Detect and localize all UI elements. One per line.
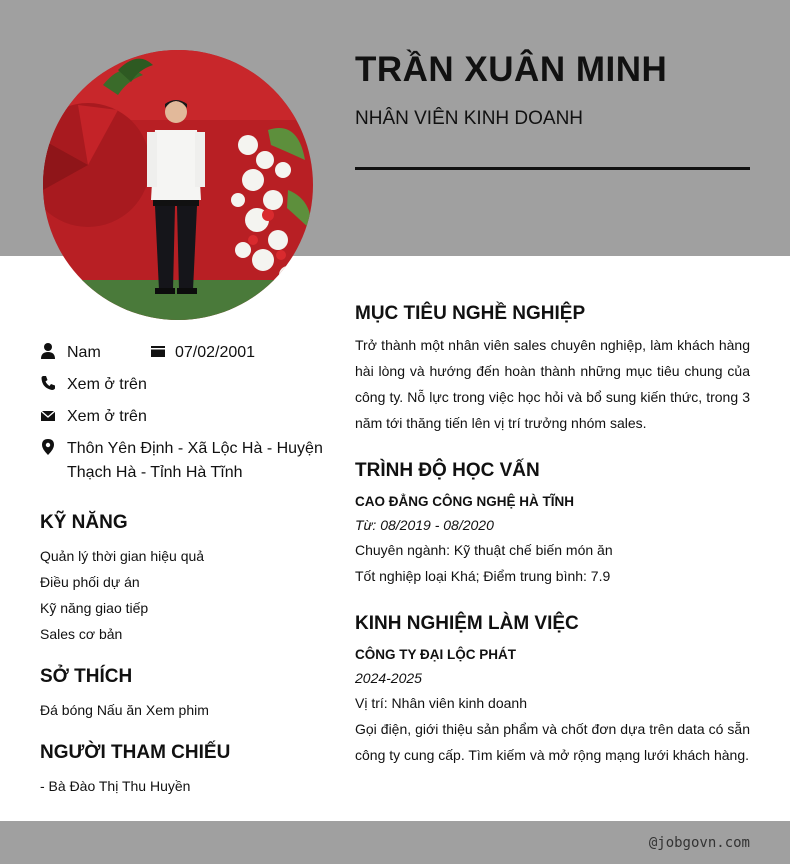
gender-row [40, 341, 150, 365]
profile-photo [43, 50, 313, 320]
education-result: Tốt nghiệp loại Khá; Điểm trung bình: 7.9 [355, 568, 611, 584]
objective-text: Trở thành một nhân viên sales chuyên nghiệp, làm khách hàng hài lòng và hướng đến hoàn thành những mục tiêu chung của công ty. Nỗ lực trong việc học hỏi và bổ sung kiến thức, trong 3 năm tới thăng tiến lên vị trí trưởng nhóm sales. [355, 337, 750, 431]
address-line-1: Thôn Yên Định - Xã Lộc Hà - Huyện [67, 440, 323, 457]
envelope-icon [40, 406, 56, 424]
education-period: Từ: 08/2019 - 08/2020 [355, 517, 494, 533]
skills-heading: KỸ NĂNG [40, 512, 128, 533]
phone-row [40, 373, 300, 397]
skills-list [40, 546, 204, 650]
email-row [40, 405, 300, 429]
reference-item: - Bà Đào Thị Thu Huyền [40, 778, 191, 794]
experience-period: 2024-2025 [355, 670, 422, 686]
phone-icon [40, 374, 56, 392]
hobbies-heading: SỞ THÍCH [40, 666, 133, 687]
education-major: Chuyên ngành: Kỹ thuật chế biến món ăn [355, 542, 613, 558]
email-value: Xem ở trên [67, 408, 147, 425]
person-icon [40, 342, 56, 360]
calendar-icon [150, 342, 166, 360]
birthday-row [150, 341, 300, 365]
experience-heading: KINH NGHIỆM LÀM VIỆC [355, 613, 579, 634]
skill-item: Quản lý thời gian hiệu quả [40, 548, 205, 564]
objective-heading: MỤC TIÊU NGHỀ NGHIỆP [355, 303, 586, 324]
hobbies-list [40, 700, 209, 726]
skill-item: Kỹ năng giao tiếp [40, 600, 149, 616]
experience-position: Vị trí: Nhân viên kinh doanh [355, 695, 527, 711]
title-divider [355, 167, 750, 170]
references-list [40, 776, 190, 802]
map-pin-icon [40, 438, 56, 456]
address-row [40, 437, 330, 485]
hobbies-text: Đá bóng Nấu ăn Xem phim [40, 702, 209, 718]
education-school: CAO ĐẲNG CÔNG NGHỆ HÀ TĨNH [355, 494, 574, 509]
skill-item: Điều phối dự án [40, 574, 140, 590]
references-heading: NGƯỜI THAM CHIẾU [40, 742, 231, 763]
birthday-value: 07/02/2001 [175, 344, 256, 361]
experience-company: CÔNG TY ĐẠI LỘC PHÁT [355, 647, 517, 662]
candidate-title: NHÂN VIÊN KINH DOANH [355, 108, 584, 129]
footer-watermark: @jobgovn.com [648, 835, 750, 851]
gender-value: Nam [67, 344, 101, 361]
address-line-2: Thạch Hà - Tỉnh Hà Tĩnh [67, 464, 243, 481]
experience-description: Gọi điện, giới thiệu sản phẩm và chốt đơn dựa trên data có sẵn công ty cung cấp. Tìm kiếm và mở rộng mạng lưới khách hàng. [355, 721, 750, 763]
candidate-name: TRẦN XUÂN MINH [355, 50, 668, 89]
education-heading: TRÌNH ĐỘ HỌC VẤN [355, 460, 540, 481]
skill-item: Sales cơ bản [40, 626, 123, 642]
phone-value: Xem ở trên [67, 376, 147, 393]
